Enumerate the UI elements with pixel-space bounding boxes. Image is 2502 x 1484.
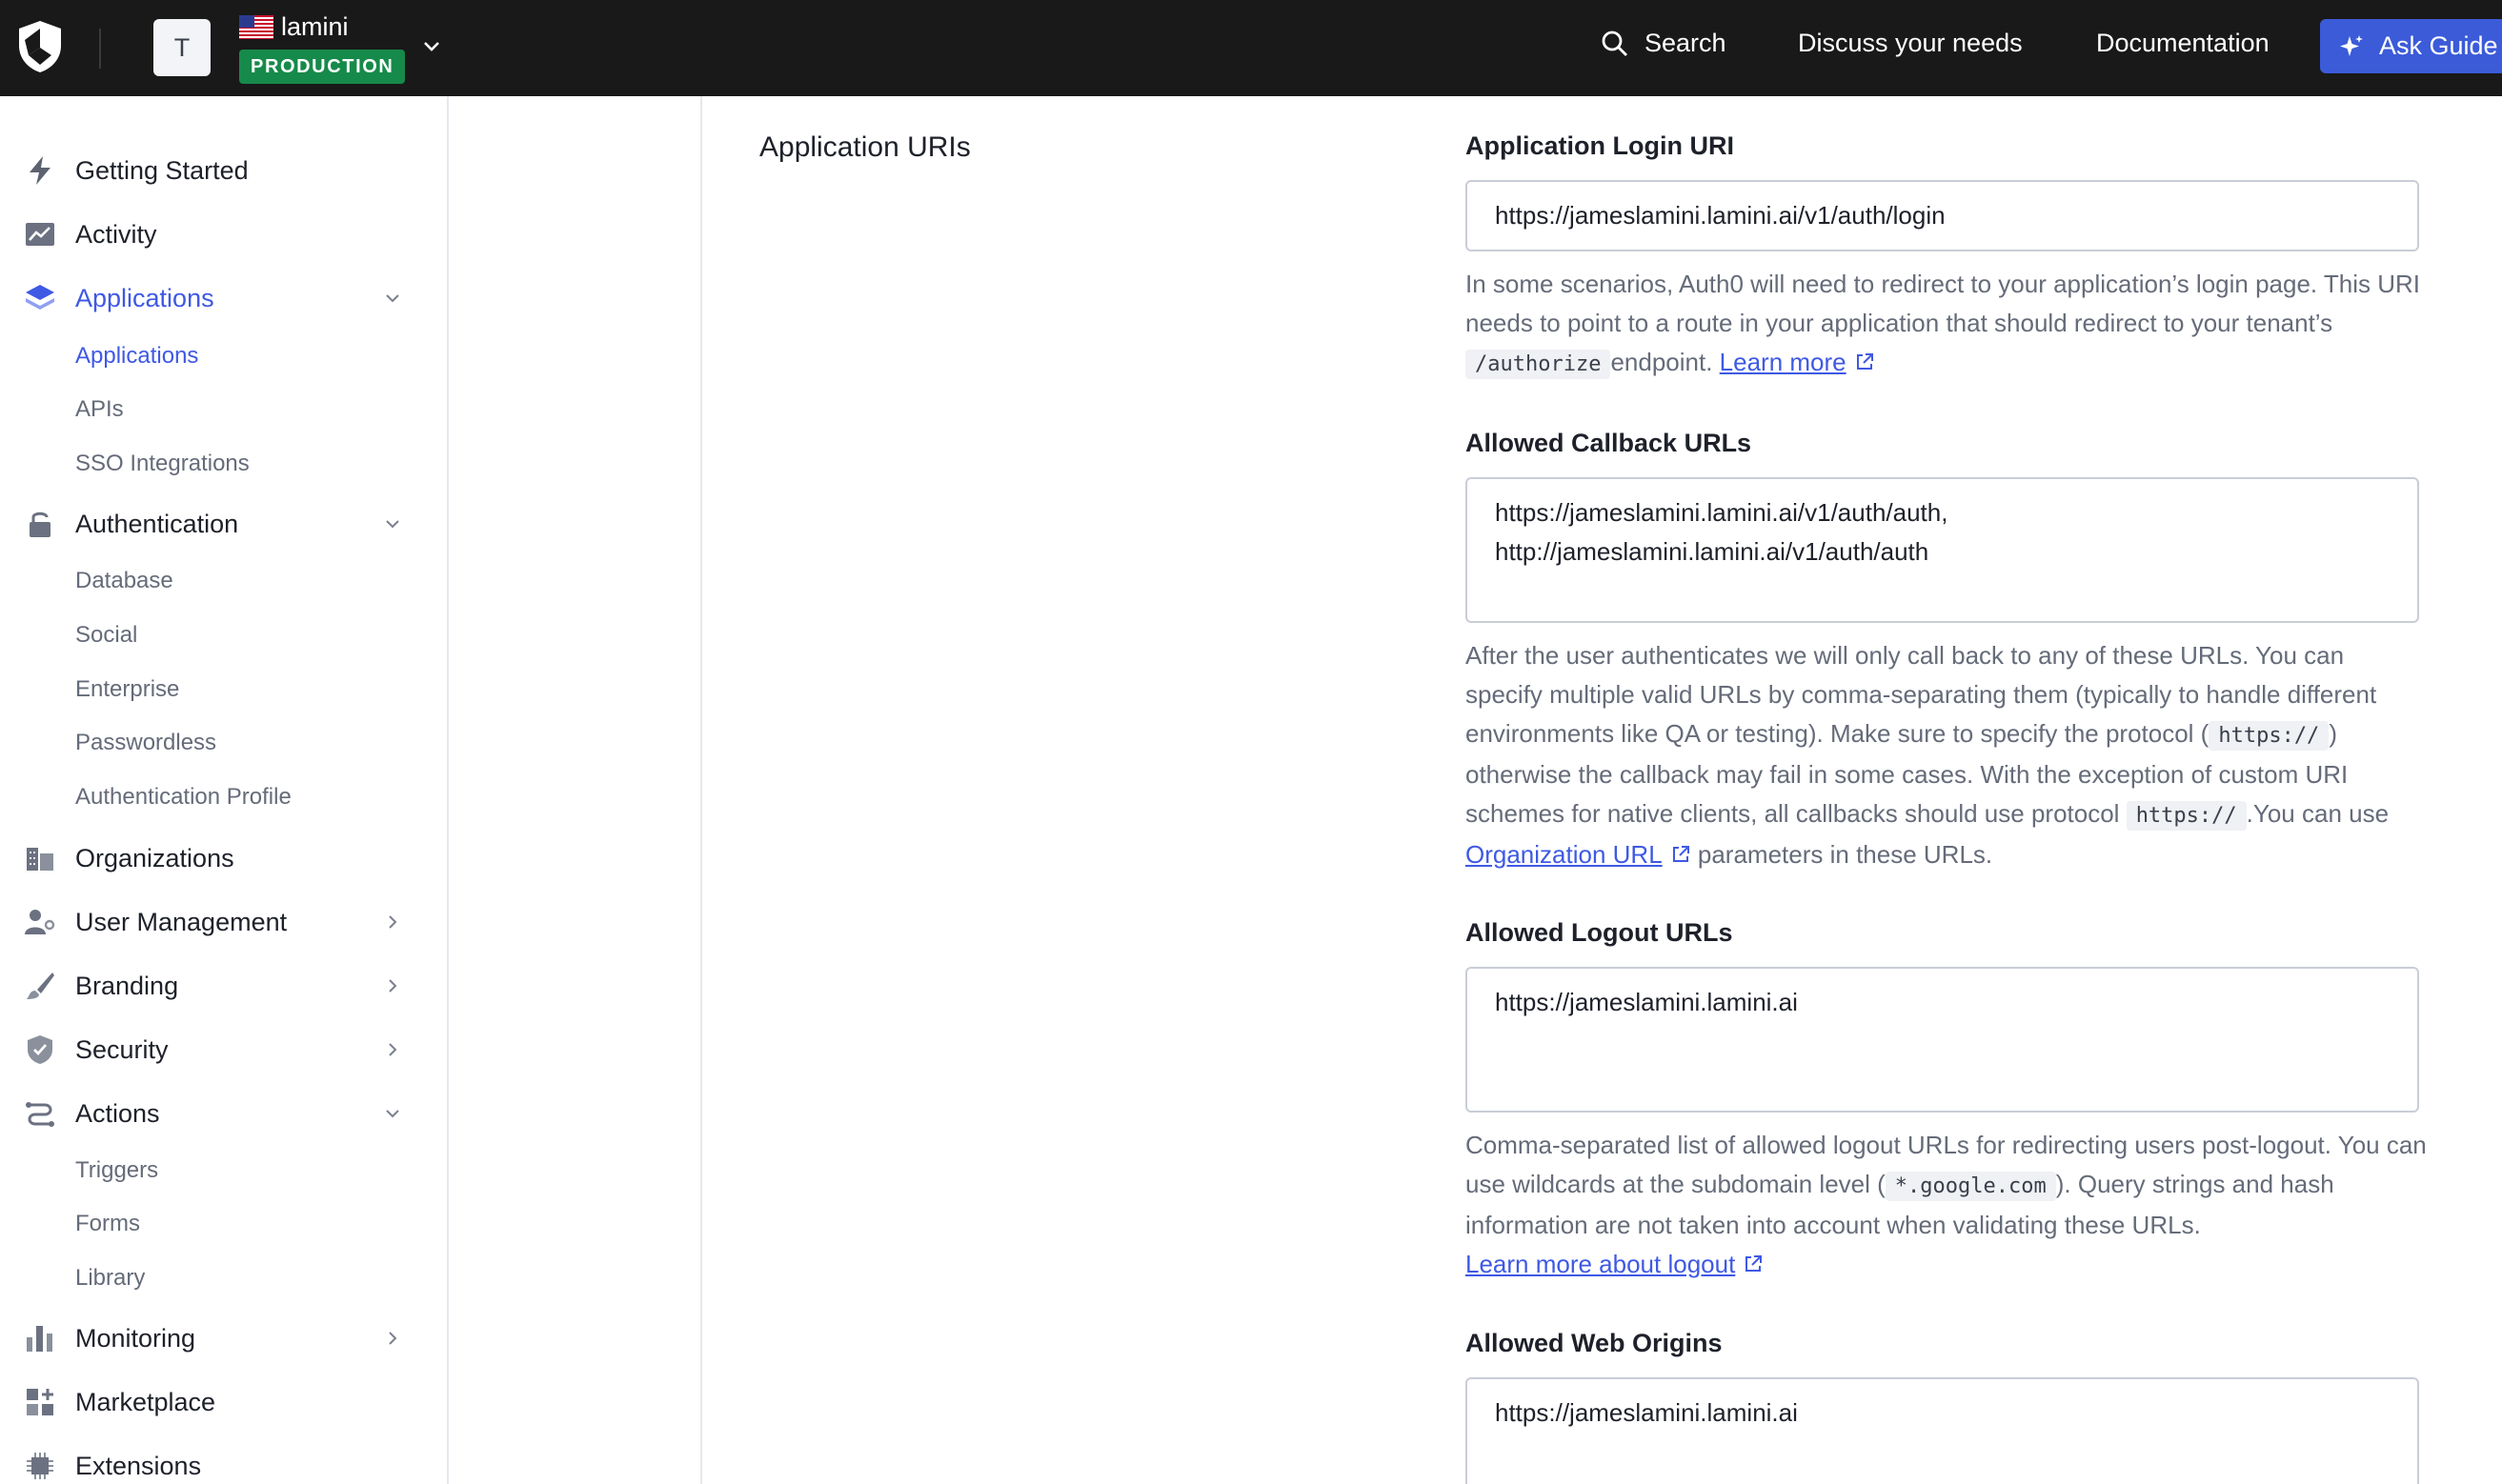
sidebar-subitem-triggers[interactable]: Triggers: [75, 1157, 159, 1183]
actions-flow-icon: [23, 1096, 57, 1131]
us-flag-icon: [239, 15, 273, 39]
top-bar: [0, 0, 2502, 96]
authorize-code: /authorize: [1465, 350, 1610, 379]
sidebar-item-security[interactable]: [0, 1025, 449, 1074]
documentation-link[interactable]: Documentation: [2096, 29, 2270, 57]
ask-guide-button[interactable]: [2320, 19, 2502, 73]
brush-icon: [23, 969, 57, 1003]
wildcard-code: *.google.com: [1886, 1172, 2056, 1201]
sidebar-label-getting-started: Getting Started: [75, 155, 249, 185]
sidebar-label-marketplace: Marketplace: [75, 1387, 216, 1416]
sidebar-item-organizations[interactable]: [0, 833, 449, 883]
sidebar-label-activity: Activity: [75, 219, 157, 249]
learn-more-logout-link[interactable]: Learn more about logout: [1465, 1250, 1736, 1278]
chevron-down-icon: [381, 287, 404, 310]
shield-check-icon: [23, 1033, 57, 1067]
sidebar-item-monitoring[interactable]: [0, 1314, 449, 1363]
logout-urls-help: [1465, 1126, 2428, 1284]
chevron-down-icon: [381, 1102, 404, 1125]
logout-url-value: https://jameslamini.lamini.ai: [1495, 988, 1798, 1016]
sidebar-label-user-management: User Management: [75, 907, 288, 936]
tenant-chevron-down-icon[interactable]: [420, 34, 443, 57]
sidebar-label-authentication: Authentication: [75, 509, 239, 538]
https-code: https://: [2209, 721, 2329, 751]
search-icon: [1601, 30, 1629, 58]
chevron-right-icon: [381, 1038, 404, 1061]
chip-icon: [23, 1449, 57, 1483]
sidebar-subitem-passwordless[interactable]: Passwordless: [75, 730, 217, 755]
login-uri-input[interactable]: [1465, 180, 2419, 251]
sidebar: [0, 96, 449, 1484]
external-link-icon: [1743, 1253, 1764, 1274]
callback-url-line-1: https://jameslamini.lamini.ai/v1/auth/auth,: [1495, 498, 1948, 527]
sidebar-item-actions[interactable]: [0, 1089, 449, 1138]
sidebar-label-branding: Branding: [75, 971, 179, 1000]
external-link-icon: [1854, 351, 1875, 372]
callback-help-text-4: parameters in these URLs.: [1697, 840, 1993, 869]
organization-url-link[interactable]: Organization URL: [1465, 840, 1663, 869]
sidebar-subitem-authentication-profile[interactable]: Authentication Profile: [75, 784, 292, 810]
login-uri-help: [1465, 265, 2428, 384]
sidebar-subitem-applications[interactable]: Applications: [75, 343, 199, 369]
login-uri-help-text-2: endpoint.: [1610, 348, 1713, 376]
sparkle-icon: [2339, 34, 2364, 59]
sidebar-item-authentication[interactable]: [0, 499, 449, 549]
sidebar-label-monitoring: Monitoring: [75, 1323, 196, 1353]
chevron-down-icon: [381, 512, 404, 535]
sidebar-subitem-social[interactable]: Social: [75, 622, 138, 648]
callback-help-text-3: .You can use: [2246, 799, 2390, 828]
sidebar-item-activity[interactable]: [0, 210, 449, 259]
logout-urls-label: Allowed Logout URLs: [1465, 918, 1733, 947]
login-uri-help-text: In some scenarios, Auth0 will need to redirect to your application’s login page. This URI needs to point to a route in your application that should redirect to your tenant’s: [1465, 270, 2421, 337]
user-gear-icon: [23, 905, 57, 939]
ask-guide-label: Ask Guide: [2379, 31, 2498, 60]
web-origin-value: https://jameslamini.lamini.ai: [1495, 1398, 1798, 1427]
chevron-right-icon: [381, 1327, 404, 1350]
tenant-avatar[interactable]: T: [153, 19, 211, 76]
callback-urls-label: Allowed Callback URLs: [1465, 429, 1752, 457]
learn-more-link[interactable]: Learn more: [1719, 348, 1846, 376]
sidebar-item-marketplace[interactable]: [0, 1377, 449, 1427]
section-title: Application URIs: [759, 131, 971, 163]
sidebar-label-organizations: Organizations: [75, 843, 234, 872]
layers-icon: [23, 281, 57, 315]
web-origins-label: Allowed Web Origins: [1465, 1329, 1723, 1357]
logout-help-text-1: Comma-separated list of allowed logout URLs for redirecting users post-logout. You can use wildcards at the subdomain level (: [1465, 1131, 2427, 1198]
sidebar-item-extensions[interactable]: [0, 1441, 449, 1484]
sidebar-item-getting-started[interactable]: [0, 146, 449, 195]
search-label: Search: [1644, 29, 1726, 57]
https-code: https://: [2127, 801, 2247, 831]
discuss-needs-link[interactable]: Discuss your needs: [1798, 29, 2023, 57]
environment-badge: PRODUCTION: [239, 50, 405, 84]
sidebar-label-security: Security: [75, 1034, 169, 1064]
sidebar-item-branding[interactable]: [0, 961, 449, 1011]
section-divider: [700, 96, 702, 1484]
chevron-right-icon: [381, 911, 404, 933]
sidebar-label-extensions: Extensions: [75, 1451, 202, 1480]
sidebar-label-applications: Applications: [75, 283, 214, 312]
activity-chart-icon: [23, 217, 57, 251]
sidebar-subitem-library[interactable]: Library: [75, 1265, 146, 1291]
sidebar-item-user-management[interactable]: [0, 897, 449, 947]
sidebar-subitem-enterprise[interactable]: Enterprise: [75, 676, 180, 702]
callback-urls-help: [1465, 636, 2428, 874]
sidebar-label-actions: Actions: [75, 1098, 160, 1128]
callback-help-text-2: ) otherwise the callback may fail in some cases. With the exception of custom URI schemes for native clients, all callbacks should use protocol: [1465, 719, 2349, 828]
tenant-name[interactable]: lamini: [281, 12, 349, 41]
sidebar-subitem-sso-integrations[interactable]: SSO Integrations: [75, 451, 250, 476]
chevron-right-icon: [381, 974, 404, 997]
topbar-divider: [99, 29, 101, 69]
external-link-icon: [1670, 844, 1691, 865]
web-origins-textarea[interactable]: [1465, 1377, 2419, 1484]
callback-help-text-1: After the user authenticates we will only call back to any of these URLs. You can specify multiple valid URLs by comma-separating them (typically to handle different environments like QA or testing). Make sure to specify the protocol (: [1465, 641, 2377, 748]
logout-urls-textarea[interactable]: [1465, 967, 2419, 1113]
search-button[interactable]: [1601, 29, 1726, 58]
lightning-icon: [23, 153, 57, 188]
callback-url-line-2: http://jameslamini.lamini.ai/v1/auth/auth: [1495, 537, 1929, 566]
lock-icon: [23, 507, 57, 541]
login-uri-label: Application Login URI: [1465, 131, 1734, 160]
login-uri-value: https://jameslamini.lamini.ai/v1/auth/login: [1495, 201, 1946, 230]
sidebar-subitem-database[interactable]: Database: [75, 568, 173, 593]
sidebar-subitem-forms[interactable]: Forms: [75, 1211, 140, 1236]
sidebar-item-applications[interactable]: [0, 273, 449, 323]
building-icon: [23, 841, 57, 875]
grid-plus-icon: [23, 1385, 57, 1419]
logout-help-text-2: ). Query strings and hash information are not taken into account when validating these URLs.: [1465, 1170, 2334, 1239]
sidebar-subitem-apis[interactable]: APIs: [75, 396, 124, 422]
auth0-logo-icon[interactable]: [15, 19, 65, 74]
callback-urls-textarea[interactable]: [1465, 477, 2419, 623]
bar-chart-icon: [23, 1321, 57, 1355]
